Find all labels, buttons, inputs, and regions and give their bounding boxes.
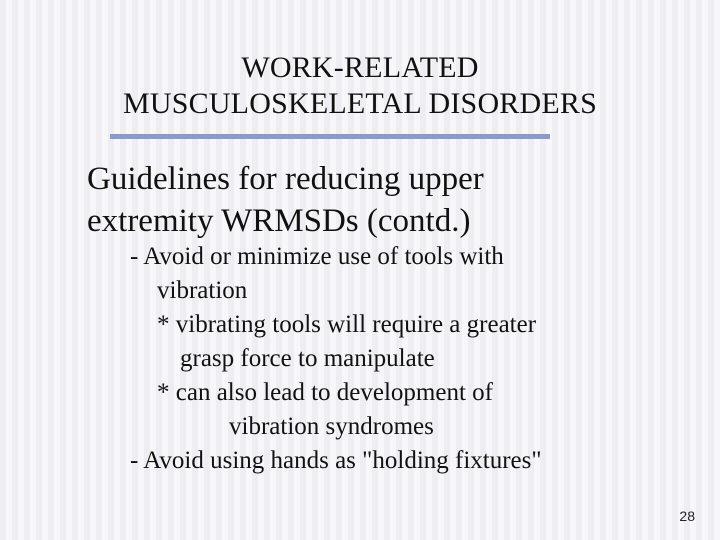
bullet-avoid-vibration-tools-cont: vibration — [157, 277, 248, 304]
bullet-avoid-vibration-tools: - Avoid or minimize use of tools with — [130, 243, 504, 270]
slide-heading — [87, 158, 484, 242]
subbullet-grasp-force-cont: grasp force to manipulate — [180, 345, 435, 372]
heading-line-1: Guidelines for reducing upper — [87, 161, 484, 197]
page-number: 28 — [679, 508, 695, 524]
subbullet-vibration-syndromes-cont: vibration syndromes — [229, 413, 434, 440]
title-divider — [110, 134, 550, 139]
subbullet-vibration-syndromes: * can also lead to development of — [157, 379, 493, 406]
title-line-2: MUSCULOSKELETAL DISORDERS — [122, 87, 597, 120]
heading-line-2: extremity WRMSDs (contd.) — [87, 203, 471, 239]
subbullet-grasp-force: * vibrating tools will require a greater — [157, 311, 537, 338]
slide-title — [80, 50, 640, 122]
bullet-holding-fixtures: - Avoid using hands as "holding fixtures" — [130, 447, 542, 474]
title-line-1: WORK-RELATED — [241, 51, 479, 84]
